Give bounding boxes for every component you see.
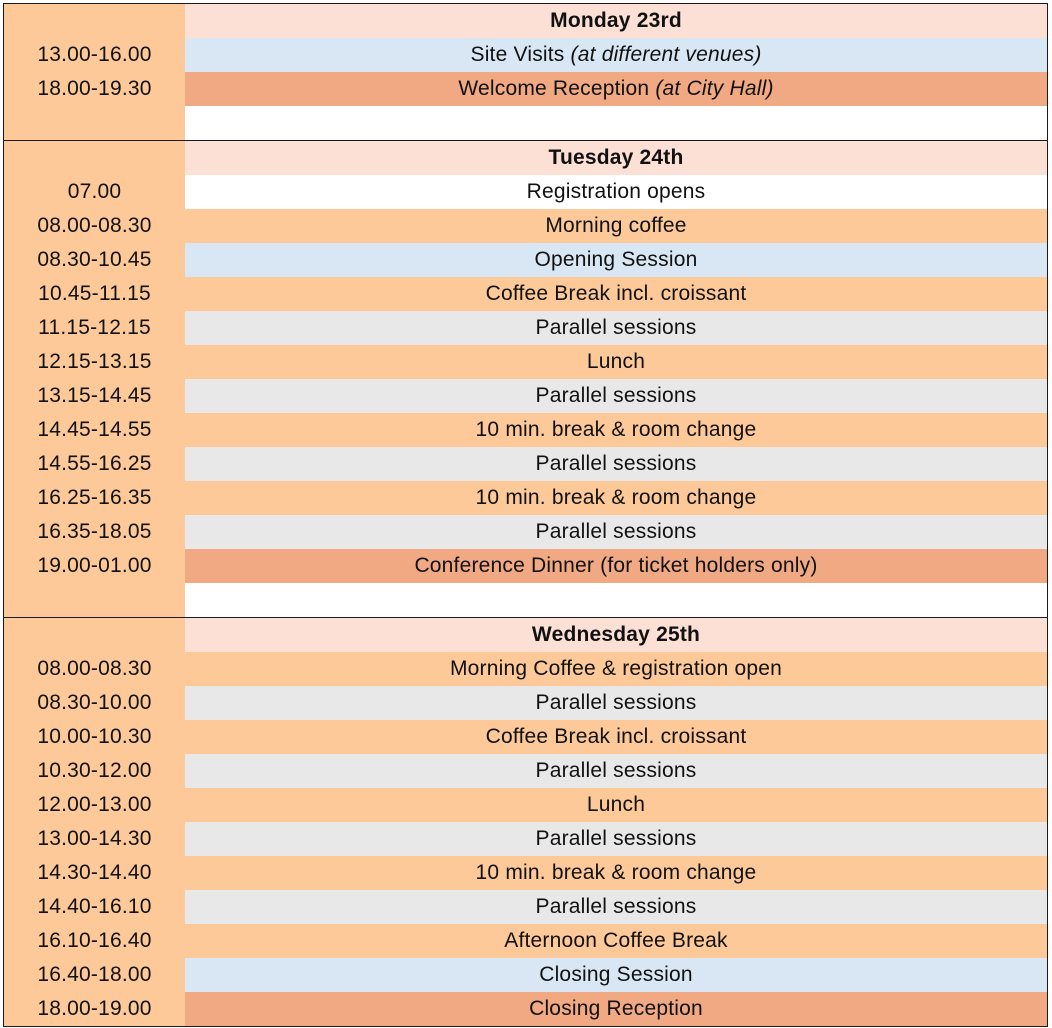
event-label: Parallel sessions [535, 759, 697, 782]
day-title: Wednesday 25th [185, 618, 1047, 652]
time-cell: 14.40-16.10 [4, 890, 185, 924]
schedule-row [4, 209, 1047, 243]
event-label: Parallel sessions [535, 691, 697, 714]
event-cell-empty [185, 583, 1047, 617]
event-label: 10 min. break & room change [475, 861, 757, 884]
event-label: Welcome Reception [458, 77, 656, 100]
event-cell [185, 822, 1047, 856]
schedule-row [4, 822, 1047, 856]
event-label: Afternoon Coffee Break [504, 929, 728, 952]
schedule-row [4, 958, 1047, 992]
time-cell: 10.00-10.30 [4, 720, 185, 754]
time-cell-empty [4, 106, 185, 140]
event-label: Lunch [586, 350, 646, 373]
event-cell [185, 38, 1047, 72]
event-cell [185, 175, 1047, 209]
schedule-row [4, 788, 1047, 822]
schedule-row [4, 447, 1047, 481]
time-cell: 14.45-14.55 [4, 413, 185, 447]
event-cell [185, 311, 1047, 345]
time-cell: 08.30-10.45 [4, 243, 185, 277]
time-cell-empty [4, 583, 185, 617]
event-cell [185, 549, 1047, 583]
event-cell [185, 856, 1047, 890]
day-section [4, 140, 1047, 617]
time-cell: 13.15-14.45 [4, 379, 185, 413]
time-cell: 12.00-13.00 [4, 788, 185, 822]
event-label: Lunch [586, 793, 646, 816]
event-label: Conference Dinner (for ticket holders only) [414, 554, 818, 577]
event-cell [185, 515, 1047, 549]
time-cell: 08.30-10.00 [4, 686, 185, 720]
schedule-row [4, 992, 1047, 1026]
time-cell: 18.00-19.30 [4, 72, 185, 106]
event-cell [185, 447, 1047, 481]
schedule-row [4, 924, 1047, 958]
day-header-row [4, 141, 1047, 175]
event-label: 10 min. break & room change [475, 418, 757, 441]
event-cell [185, 720, 1047, 754]
day-title: Tuesday 24th [185, 141, 1047, 175]
event-label: Parallel sessions [535, 452, 697, 475]
schedule-row [4, 72, 1047, 106]
event-label: Parallel sessions [535, 316, 697, 339]
time-cell: 19.00-01.00 [4, 549, 185, 583]
event-label: Parallel sessions [535, 384, 697, 407]
schedule-row [4, 652, 1047, 686]
event-label: Parallel sessions [535, 520, 697, 543]
schedule-row [4, 890, 1047, 924]
event-label: Morning Coffee & registration open [449, 657, 783, 680]
schedule-row [4, 277, 1047, 311]
time-cell: 11.15-12.15 [4, 311, 185, 345]
event-cell [185, 72, 1047, 106]
time-cell: 08.00-08.30 [4, 209, 185, 243]
event-cell [185, 958, 1047, 992]
time-cell: 07.00 [4, 175, 185, 209]
time-cell: 16.35-18.05 [4, 515, 185, 549]
schedule-row [4, 481, 1047, 515]
schedule-row [4, 413, 1047, 447]
time-cell: 16.10-16.40 [4, 924, 185, 958]
time-cell: 16.40-18.00 [4, 958, 185, 992]
event-location-note: (at City Hall) [655, 77, 774, 100]
event-label: Parallel sessions [535, 827, 697, 850]
event-location-note: (at different venues) [570, 43, 762, 66]
schedule-row [4, 379, 1047, 413]
time-cell: 12.15-13.15 [4, 345, 185, 379]
time-cell-empty [4, 618, 185, 652]
event-cell [185, 924, 1047, 958]
event-cell [185, 209, 1047, 243]
day-section [4, 4, 1047, 140]
schedule-row [4, 515, 1047, 549]
schedule-row [4, 311, 1047, 345]
day-header-row [4, 4, 1047, 38]
spacer-row [4, 106, 1047, 140]
event-cell-empty [185, 106, 1047, 140]
schedule-row [4, 549, 1047, 583]
schedule-row [4, 720, 1047, 754]
event-cell [185, 686, 1047, 720]
day-header-row [4, 618, 1047, 652]
event-cell [185, 379, 1047, 413]
day-title: Monday 23rd [185, 4, 1047, 38]
time-cell: 08.00-08.30 [4, 652, 185, 686]
schedule-row [4, 856, 1047, 890]
time-cell-empty [4, 141, 185, 175]
time-cell-empty [4, 4, 185, 38]
time-cell: 14.55-16.25 [4, 447, 185, 481]
event-label: Coffee Break incl. croissant [485, 282, 747, 305]
time-cell: 10.45-11.15 [4, 277, 185, 311]
conference-schedule-table [3, 3, 1048, 1027]
schedule-row [4, 175, 1047, 209]
event-cell [185, 413, 1047, 447]
event-label: Site Visits [470, 43, 571, 66]
event-label: Opening Session [534, 248, 698, 271]
event-cell [185, 652, 1047, 686]
time-cell: 16.25-16.35 [4, 481, 185, 515]
time-cell: 10.30-12.00 [4, 754, 185, 788]
time-cell: 13.00-16.00 [4, 38, 185, 72]
time-cell: 18.00-19.00 [4, 992, 185, 1026]
event-cell [185, 277, 1047, 311]
schedule-row [4, 345, 1047, 379]
schedule-row [4, 38, 1047, 72]
schedule-row [4, 754, 1047, 788]
event-label: 10 min. break & room change [475, 486, 757, 509]
event-cell [185, 992, 1047, 1026]
time-cell: 13.00-14.30 [4, 822, 185, 856]
day-section [4, 617, 1047, 1026]
time-cell: 14.30-14.40 [4, 856, 185, 890]
event-label: Registration opens [526, 180, 706, 203]
event-cell [185, 481, 1047, 515]
event-cell [185, 345, 1047, 379]
event-label: Coffee Break incl. croissant [485, 725, 747, 748]
event-label: Closing Session [539, 963, 693, 986]
schedule-row [4, 686, 1047, 720]
schedule-row [4, 243, 1047, 277]
spacer-row [4, 583, 1047, 617]
event-cell [185, 754, 1047, 788]
event-cell [185, 890, 1047, 924]
event-label: Parallel sessions [535, 895, 697, 918]
event-label: Morning coffee [545, 214, 687, 237]
event-cell [185, 243, 1047, 277]
event-label: Closing Reception [529, 997, 703, 1020]
event-cell [185, 788, 1047, 822]
